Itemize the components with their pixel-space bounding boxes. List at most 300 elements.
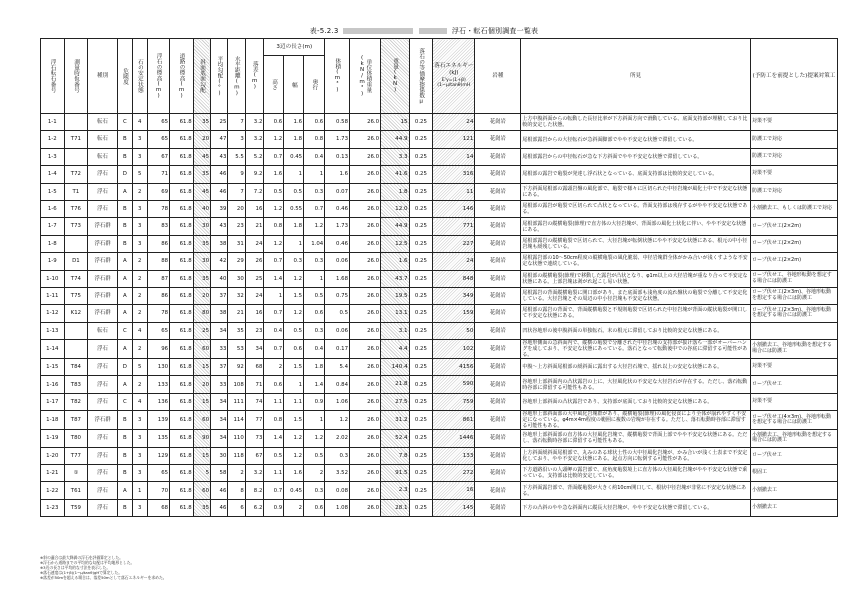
- cell-es: 86: [147, 235, 169, 252]
- cell-mea: 防護工で対応: [750, 131, 837, 148]
- cell-e: 316: [433, 166, 475, 183]
- cell-er: 61.8: [170, 430, 194, 447]
- cell-wt: 27.5: [381, 393, 410, 410]
- cell-sv: [64, 148, 88, 165]
- footnotes: [40, 556, 167, 581]
- cell-no: 1-8: [41, 235, 65, 252]
- cell-hd: 5.5: [228, 148, 245, 165]
- cell-v: 1.73: [325, 218, 350, 235]
- cell-rock: 花崗岩: [475, 270, 521, 287]
- table-row: [41, 430, 838, 447]
- cell-d: 0.4: [304, 340, 325, 359]
- cell-w: 1.2: [284, 305, 304, 322]
- cell-st: 2: [132, 253, 147, 270]
- cell-h: 1.2: [264, 131, 284, 148]
- cell-mea: 小割撤去工、谷地形転動を想定する場合には防護工: [750, 340, 837, 359]
- cell-type: 転石: [88, 131, 118, 148]
- table-row: [41, 340, 838, 359]
- cell-rock: 花崗岩: [475, 340, 521, 359]
- cell-type: 浮石: [88, 340, 118, 359]
- redacted-text: [419, 28, 447, 34]
- cell-no: 1-19: [41, 430, 65, 447]
- cell-rock: 花崗岩: [475, 393, 521, 410]
- cell-mu: 0.25: [409, 287, 433, 304]
- cell-sv: T77: [64, 447, 88, 464]
- cell-es: 68: [147, 499, 169, 516]
- cell-rock: 花崗岩: [475, 200, 521, 217]
- cell-fh: 34: [245, 340, 264, 359]
- cell-hd: 6: [228, 499, 245, 516]
- cell-no: 1-4: [41, 166, 65, 183]
- cell-sv: T75: [64, 287, 88, 304]
- cell-desc: 谷地形側面の急斜面内で、縦横の亀裂で分離された中径岩塊の支持部が抜け落ち一部がオーバーハングを成しており、不安定な状態にあっている。落石となって転動後中での谷底に滞留する可能性がある。: [521, 340, 751, 359]
- cell-wt: 15: [381, 114, 410, 131]
- cell-v: 1.6: [325, 166, 350, 183]
- header-weight: 重量(kN): [381, 39, 410, 114]
- cell-wt: 31.2: [381, 411, 410, 430]
- cell-risk: D: [117, 359, 132, 376]
- cell-e: 14: [433, 148, 475, 165]
- cell-w: 1: [284, 166, 304, 183]
- cell-e: 145: [433, 499, 475, 516]
- cell-wt: 2.3: [381, 482, 410, 499]
- cell-mu: 0.25: [409, 166, 433, 183]
- footnote: ※落差が50mを超える場合は、落差50mとして落石エネルギーを求めた。: [40, 574, 167, 580]
- cell-er: 61.8: [170, 235, 194, 252]
- header-fall-height: 落差(m): [245, 39, 264, 114]
- redacted-text: [343, 28, 413, 34]
- cell-sa: 5: [193, 465, 210, 482]
- cell-er: 61.8: [170, 200, 194, 217]
- cell-desc: 尾根露岩部の10～50cm程度の縦横亀裂の風化脆弱、中径岩塊群全体がかみ合いが浅くすような不安定な状態で連続している。: [521, 253, 751, 270]
- cell-no: 1-14: [41, 340, 65, 359]
- cell-es: 133: [147, 376, 169, 393]
- footnote: ※浮石から道路までの平均的な勾配は平均地形とした。: [40, 559, 135, 565]
- cell-risk: C: [117, 322, 132, 339]
- cell-wt: 13.1: [381, 305, 410, 322]
- cell-es: 69: [147, 183, 169, 200]
- cell-type: 浮石: [88, 376, 118, 393]
- cell-uw: 26.0: [350, 305, 381, 322]
- cell-risk: B: [117, 411, 132, 430]
- cell-fh: 74: [245, 393, 264, 410]
- cell-no: 1-16: [41, 376, 65, 393]
- cell-sa: 20: [193, 287, 210, 304]
- cell-w: 0.55: [284, 200, 304, 217]
- cell-v: 3.52: [325, 465, 350, 482]
- cell-h: 0.7: [264, 340, 284, 359]
- cell-as: 37: [211, 359, 228, 376]
- cell-rock: 花崗岩: [475, 411, 521, 430]
- cell-w: 2: [284, 499, 304, 516]
- table-row: [41, 183, 838, 200]
- cell-sv: T74: [64, 270, 88, 287]
- cell-mea: ロープ伏せ工(2×2m): [750, 218, 837, 235]
- cell-fh: 21: [245, 218, 264, 235]
- cell-desc: 上方斜面緩斜面尾根部で、丸みのある球状土性の大中径風化岩塊が、かみ合いが浅く土表まで不安定化しており、やや不安定な状態にある。起点方向に転倒する可能性がある。: [521, 447, 751, 464]
- cell-w: 1.5: [284, 411, 304, 430]
- cell-h: 0.6: [264, 376, 284, 393]
- cell-wt: 28.1: [381, 499, 410, 516]
- cell-fh: 26: [245, 253, 264, 270]
- cell-sa: 25: [193, 322, 210, 339]
- cell-rock: 花崗岩: [475, 166, 521, 183]
- cell-st: 2: [132, 183, 147, 200]
- cell-sv: [64, 340, 88, 359]
- cell-mu: 0.25: [409, 270, 433, 287]
- cell-type: 浮石: [88, 499, 118, 516]
- cell-mu: 0.25: [409, 447, 433, 464]
- cell-h: 0.8: [264, 411, 284, 430]
- cell-as: 25: [211, 114, 228, 131]
- cell-w: 1.2: [284, 270, 304, 287]
- cell-mu: 0.25: [409, 322, 433, 339]
- cell-as: 37: [211, 287, 228, 304]
- cell-rock: 花崗岩: [475, 376, 521, 393]
- cell-er: 61.8: [170, 499, 194, 516]
- cell-sv: T61: [64, 482, 88, 499]
- cell-v: 5.4: [325, 359, 350, 376]
- cell-rock: 花崗岩: [475, 253, 521, 270]
- cell-uw: 26.0: [350, 166, 381, 183]
- survey-table: [40, 38, 838, 517]
- cell-sv: T71: [64, 131, 88, 148]
- cell-sv: D1: [64, 253, 88, 270]
- cell-st: 3: [132, 465, 147, 482]
- cell-desc: 尾根部露岩の縦横亀裂で区切られて、大径岩塊が転倒状態にやや不安定な状態にある、根元の中小径岩塊も緩残している。: [521, 235, 751, 252]
- cell-wt: 41.6: [381, 166, 410, 183]
- cell-risk: C: [117, 114, 132, 131]
- cell-e: 159: [433, 305, 475, 322]
- cell-er: 61.8: [170, 270, 194, 287]
- cell-w: 0.45: [284, 482, 304, 499]
- cell-es: 65: [147, 131, 169, 148]
- cell-no: 1-20: [41, 447, 65, 464]
- cell-e: 861: [433, 411, 475, 430]
- cell-sv: T72: [64, 166, 88, 183]
- cell-type: 浮石群: [88, 253, 118, 270]
- cell-type: 浮石群: [88, 305, 118, 322]
- cell-mu: 0.25: [409, 393, 433, 410]
- cell-sa: 35: [193, 499, 210, 516]
- table-row: [41, 166, 838, 183]
- cell-risk: B: [117, 235, 132, 252]
- cell-sa: 35: [193, 235, 210, 252]
- cell-h: 0.5: [264, 183, 284, 200]
- cell-es: 87: [147, 270, 169, 287]
- cell-v: 0.13: [325, 148, 350, 165]
- cell-h: 1.1: [264, 465, 284, 482]
- cell-desc: 上方中腹斜面からの転動した長径比率が下方斜面方向で滑動している、底面支持部が埋積しており比較的安定した状態。: [521, 114, 751, 131]
- cell-no: 1-6: [41, 200, 65, 217]
- cell-as: 47: [211, 131, 228, 148]
- cell-mea: ロープ伏せ工(2×3m)、谷地形転動を想定する場合には防護工: [750, 305, 837, 322]
- cell-as: 39: [211, 200, 228, 217]
- cell-w: 1.6: [284, 114, 304, 131]
- cell-as: 38: [211, 235, 228, 252]
- cell-es: 65: [147, 114, 169, 131]
- header-energy-formula: E'γ=(1+β)(1−μ/tanθ)mH: [437, 78, 471, 89]
- cell-as: 34: [211, 411, 228, 430]
- cell-h: 0.7: [264, 253, 284, 270]
- cell-h: 0.5: [264, 447, 284, 464]
- cell-risk: D: [117, 166, 132, 183]
- cell-type: 浮石: [88, 430, 118, 447]
- cell-rock: 花崗岩: [475, 359, 521, 376]
- cell-uw: 26.0: [350, 287, 381, 304]
- cell-es: 139: [147, 411, 169, 430]
- cell-risk: A: [117, 270, 132, 287]
- header-height: 高さ: [264, 56, 284, 114]
- cell-sa: 80: [193, 305, 210, 322]
- cell-v: 0.07: [325, 183, 350, 200]
- cell-wt: 1.8: [381, 183, 410, 200]
- cell-risk: A: [117, 183, 132, 200]
- cell-desc: 谷地形上部斜面内の凸状露岩の上に、大径風化状の不安定な大径岩石が存在する。ただし、落石転動時谷部に滞留する可能性もある。: [521, 376, 751, 393]
- cell-v: 1.06: [325, 393, 350, 410]
- cell-sa: 35: [193, 270, 210, 287]
- cell-st: 3: [132, 411, 147, 430]
- cell-type: 浮石群: [88, 287, 118, 304]
- table-row: [41, 200, 838, 217]
- cell-wt: 21.8: [381, 376, 410, 393]
- cell-d: 1: [304, 411, 325, 430]
- cell-fh: 16: [245, 305, 264, 322]
- cell-fh: 73: [245, 430, 264, 447]
- cell-e: 24: [433, 114, 475, 131]
- cell-d: 0.4: [304, 148, 325, 165]
- header-eq-coef: 落石の等価摩擦係数μ: [409, 39, 433, 114]
- cell-es: 129: [147, 447, 169, 464]
- cell-es: 78: [147, 200, 169, 217]
- header-avg-slope: 平均勾配(°): [211, 39, 228, 114]
- cell-es: 136: [147, 393, 169, 410]
- cell-d: 0.8: [304, 131, 325, 148]
- cell-no: 1-11: [41, 287, 65, 304]
- cell-hd: 2: [228, 465, 245, 482]
- cell-sa: 15: [193, 393, 210, 410]
- cell-er: 61.8: [170, 376, 194, 393]
- cell-desc: 尾根部露岩からの大径転石が急斜面脚部でやや不安定な状態で滞留している。: [521, 131, 751, 148]
- cell-uw: 26.0: [350, 218, 381, 235]
- cell-st: 5: [132, 359, 147, 376]
- cell-hd: 92: [228, 359, 245, 376]
- cell-e: 590: [433, 376, 475, 393]
- cell-desc: 中腹～上方斜面尾根部の緩斜面に露出する大径岩石塊で、揺れ以上の安定な状態にある。: [521, 359, 751, 376]
- cell-desc: 下方斜面尾根部の露頭岩盤の風化部で、亀裂で様々に区切られた中径岩塊が風化土中で不安定な状態にある。: [521, 183, 751, 200]
- header-type: 種別: [88, 39, 118, 114]
- cell-rock: 花崗岩: [475, 235, 521, 252]
- cell-er: 61.8: [170, 305, 194, 322]
- cell-w: 0.5: [284, 322, 304, 339]
- cell-uw: 26.0: [350, 253, 381, 270]
- cell-risk: C: [117, 393, 132, 410]
- cell-es: 88: [147, 253, 169, 270]
- cell-d: 0.6: [304, 114, 325, 131]
- cell-sv: [64, 114, 88, 131]
- header-rock: 岩種: [475, 39, 521, 114]
- cell-es: 83: [147, 218, 169, 235]
- table-row: [41, 499, 838, 516]
- cell-e: 349: [433, 287, 475, 304]
- cell-fh: 25: [245, 270, 264, 287]
- cell-type: 転石: [88, 148, 118, 165]
- cell-d: 0.3: [304, 253, 325, 270]
- cell-mea: ロープ伏せ工: [750, 376, 837, 393]
- cell-wt: 43.7: [381, 270, 410, 287]
- cell-type: 浮石群: [88, 411, 118, 430]
- cell-as: 58: [211, 465, 228, 482]
- cell-st: 2: [132, 305, 147, 322]
- cell-hd: 29: [228, 253, 245, 270]
- header-survey-no: 測量時仮番号: [64, 39, 88, 114]
- cell-as: 40: [211, 270, 228, 287]
- cell-desc: 尾根部の露岩で亀裂が発達し浮石状となっている、底面支持部は比較的安定している。: [521, 166, 751, 183]
- cell-desc: 谷地形上部斜面部の大中風化岩塊群があり、縦横亀裂(節理)の風化侵食により全体が崩れやすく不安定になっている。φ4m×4m程度の範囲に複数の岩塊が存在する。ただし、落石転動時谷部に滞留する可能性もある。: [521, 411, 751, 430]
- cell-h: 0.7: [264, 482, 284, 499]
- cell-mea: ロープ伏せ工: [750, 447, 837, 464]
- cell-v: 0.08: [325, 482, 350, 499]
- cell-as: 34: [211, 322, 228, 339]
- cell-sv: T59: [64, 499, 88, 516]
- cell-er: 61.8: [170, 183, 194, 200]
- cell-mea: 小割撤去工: [750, 482, 837, 499]
- cell-sv: T83: [64, 376, 88, 393]
- cell-risk: B: [117, 465, 132, 482]
- cell-uw: 26.0: [350, 235, 381, 252]
- cell-desc: 尾根部の縦横亀裂(節理)で移動した露岩が凸状となり、φ1m以上の大径岩塊が重なり合って不安定な状態にある。上部岩塊は剥がれ起こし易い状態。: [521, 270, 751, 287]
- header-no: 浮石転石番号: [41, 39, 65, 114]
- cell-v: 1.08: [325, 499, 350, 516]
- cell-risk: B: [117, 447, 132, 464]
- cell-d: 2: [304, 465, 325, 482]
- cell-mu: 0.25: [409, 114, 433, 131]
- table-row: [41, 482, 838, 499]
- cell-type: 浮石: [88, 183, 118, 200]
- cell-es: 65: [147, 322, 169, 339]
- table-row: [41, 287, 838, 304]
- cell-v: 0.75: [325, 287, 350, 304]
- cell-uw: 26.0: [350, 359, 381, 376]
- cell-v: 2.02: [325, 430, 350, 447]
- cell-w: 0.45: [284, 148, 304, 165]
- cell-hd: 118: [228, 447, 245, 464]
- cell-no: 1-22: [41, 482, 65, 499]
- header-energy-label: 落石エネルギー(kJ): [434, 63, 474, 76]
- cell-sa: 60: [193, 411, 210, 430]
- cell-d: 1.2: [304, 218, 325, 235]
- header-risk: 危険度: [117, 39, 132, 114]
- cell-as: 46: [211, 482, 228, 499]
- cell-h: 1.1: [264, 393, 284, 410]
- cell-mea: 防護工で対応: [750, 148, 837, 165]
- cell-rock: 花崗岩: [475, 131, 521, 148]
- cell-st: 4: [132, 114, 147, 131]
- cell-w: 1.8: [284, 218, 304, 235]
- cell-hd: 111: [228, 393, 245, 410]
- cell-sv: T80: [64, 430, 88, 447]
- cell-mu: 0.25: [409, 411, 433, 430]
- cell-st: 4: [132, 393, 147, 410]
- cell-e: 4156: [433, 359, 475, 376]
- cell-w: 0.5: [284, 183, 304, 200]
- cell-w: 0.6: [284, 340, 304, 359]
- cell-v: 0.3: [325, 447, 350, 464]
- cell-rock: 花崗岩: [475, 430, 521, 447]
- cell-sa: 15: [193, 359, 210, 376]
- cell-sa: 45: [193, 148, 210, 165]
- table-row: [41, 270, 838, 287]
- footnote: ※斜の適合は最大降満の浮石を評価算定とした。: [40, 555, 123, 560]
- cell-hd: 30: [228, 270, 245, 287]
- cell-desc: 尾根部の露岩が亀裂で区切られて凸状となっている。背面支持部は残存するがやや不安定な状態である。: [521, 200, 751, 217]
- cell-risk: A: [117, 340, 132, 359]
- cell-no: 1-10: [41, 270, 65, 287]
- cell-mea: ロープ伏せ工、谷地形転動を想定する場合には防護工: [750, 270, 837, 287]
- cell-type: 転石: [88, 322, 118, 339]
- cell-sa: 45: [193, 183, 210, 200]
- cell-st: 5: [132, 166, 147, 183]
- cell-es: 65: [147, 465, 169, 482]
- cell-desc: 尾根部露岩の縦横亀裂(節理)で直方体の大径岩塊が、背面部の風化土状化に伴い、やや不安定な状態にある。: [521, 218, 751, 235]
- cell-sv: T87: [64, 411, 88, 430]
- cell-fh: 3.2: [245, 131, 264, 148]
- cell-er: 61.8: [170, 340, 194, 359]
- cell-risk: B: [117, 499, 132, 516]
- cell-mea: 対策不要: [750, 166, 837, 183]
- cell-st: 2: [132, 376, 147, 393]
- cell-hd: 32: [228, 287, 245, 304]
- header-unit-weight: 単位体積重量(kN/m³): [350, 39, 381, 114]
- cell-mu: 0.25: [409, 340, 433, 359]
- cell-no: 1-9: [41, 253, 65, 270]
- cell-es: 71: [147, 166, 169, 183]
- cell-v: 0.06: [325, 322, 350, 339]
- cell-uw: 26.0: [350, 131, 381, 148]
- cell-sv: T1: [64, 183, 88, 200]
- cell-uw: 26.0: [350, 183, 381, 200]
- cell-d: 0.7: [304, 200, 325, 217]
- cell-as: 42: [211, 253, 228, 270]
- cell-st: 4: [132, 322, 147, 339]
- cell-sa: 60: [193, 340, 210, 359]
- cell-mu: 0.25: [409, 305, 433, 322]
- cell-no: 1-7: [41, 218, 65, 235]
- cell-w: 1.6: [284, 465, 304, 482]
- cell-hd: 114: [228, 411, 245, 430]
- cell-rock: 花崗岩: [475, 482, 521, 499]
- cell-fh: 24: [245, 235, 264, 252]
- cell-no: 1-21: [41, 465, 65, 482]
- cell-type: 浮石: [88, 393, 118, 410]
- cell-st: 3: [132, 131, 147, 148]
- cell-st: 1: [132, 482, 147, 499]
- cell-e: 121: [433, 131, 475, 148]
- cell-fh: 68: [245, 359, 264, 376]
- cell-wt: 3.1: [381, 322, 410, 339]
- cell-sa: 20: [193, 131, 210, 148]
- cell-as: 34: [211, 430, 228, 447]
- cell-wt: 91.5: [381, 465, 410, 482]
- cell-e: 11: [433, 183, 475, 200]
- cell-es: 86: [147, 287, 169, 304]
- cell-h: 0.7: [264, 148, 284, 165]
- cell-rock: 花崗岩: [475, 465, 521, 482]
- cell-mea: 対策不要: [750, 114, 837, 131]
- cell-h: 0.7: [264, 305, 284, 322]
- cell-type: 転石: [88, 114, 118, 131]
- cell-wt: 44.9: [381, 131, 410, 148]
